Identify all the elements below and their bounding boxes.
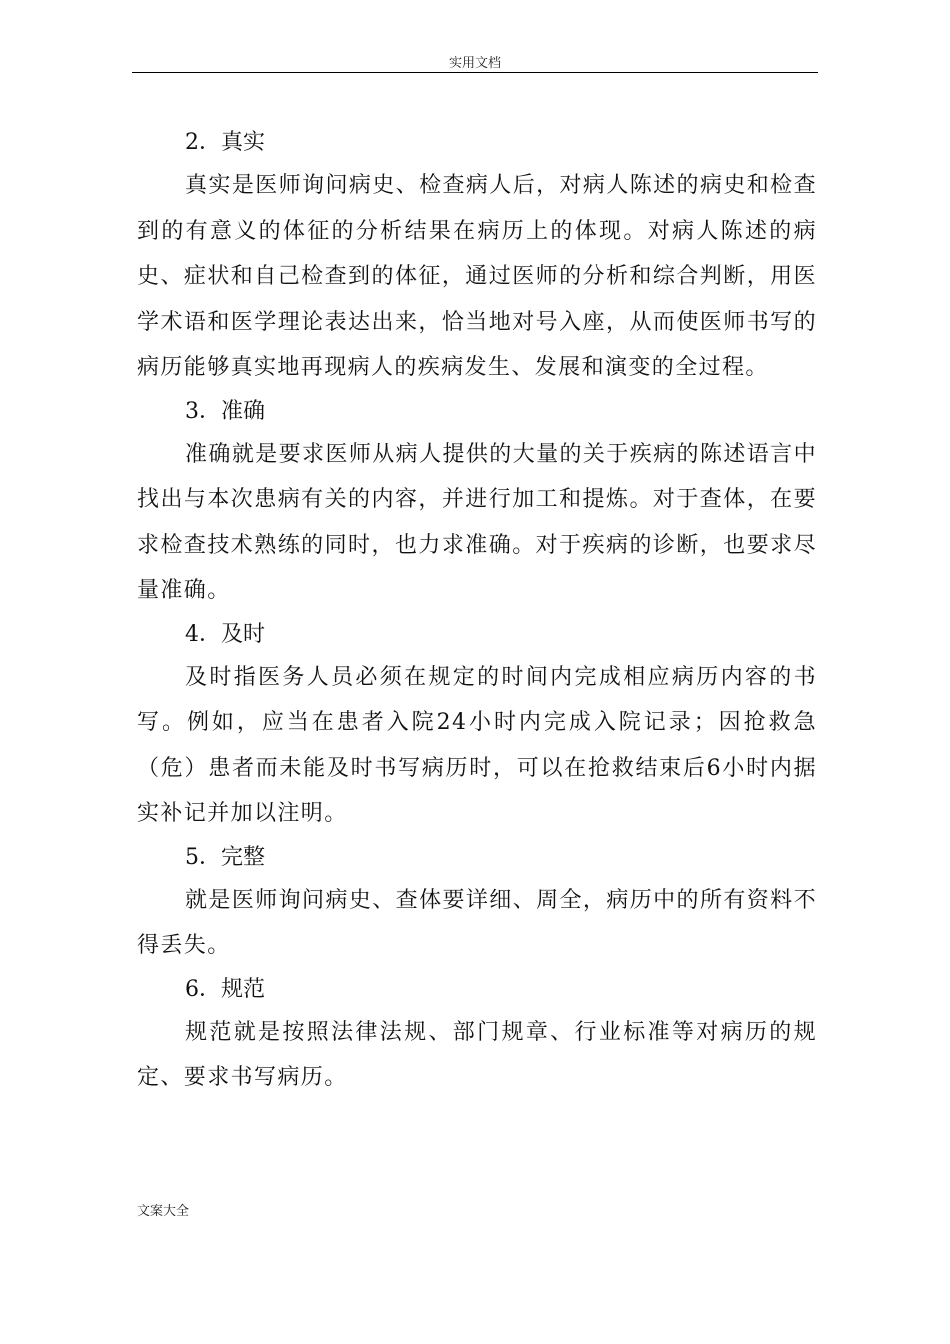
section-paragraph: 准确就是要求医师从病人提供的大量的关于疾病的陈述语言中找出与本次患病有关的内容，并进行加工和提炼。对于查体，在要求检查技术熟练的同时，也力求准确。对于疾病的诊断，也要求尽量准确。 [137,441,817,603]
section-heading: 4．及时 [185,621,265,647]
page-header-title: 实用文档 [448,56,501,71]
section-heading: 3．准确 [185,398,265,424]
document-body [137,122,817,1101]
section-standardization [137,969,817,1101]
section-authenticity [137,122,817,391]
section-paragraph: 及时指医务人员必须在规定的时间内完成相应病历内容的书写。例如，应当在患者入院24小时内完成入院记录；因抢救急（危）患者而未能及时书写病历时，可以在抢救结束后6小时内据实补记并加以注明。 [137,664,817,826]
section-heading: 2．真实 [185,130,265,155]
section-accuracy [137,391,817,614]
section-paragraph: 真实是医师询问病史、检查病人后，对病人陈述的病史和检查到的有意义的体征的分析结果在病历上的体现。对病人陈述的病史、症状和自己检查到的体征，通过医师的分析和综合判断，用医学术语和医学理论表达出来，恰当地对号入座，从而使医师书写的病历能够真实地再现病人的疾病发生、发展和演变的全过程。 [137,173,817,380]
section-heading: 6．规范 [185,976,265,1002]
section-timeliness [137,614,817,837]
section-heading: 5．完整 [185,844,265,870]
section-paragraph: 就是医师询问病史、查体要详细、周全，病历中的所有资料不得丢失。 [137,887,817,958]
page-footer-label: 文案大全 [137,1204,190,1219]
section-completeness [137,837,817,969]
section-paragraph: 规范就是按照法律法规、部门规章、行业标准等对病历的规定、要求书写病历。 [137,1019,817,1090]
header-divider [132,72,818,73]
